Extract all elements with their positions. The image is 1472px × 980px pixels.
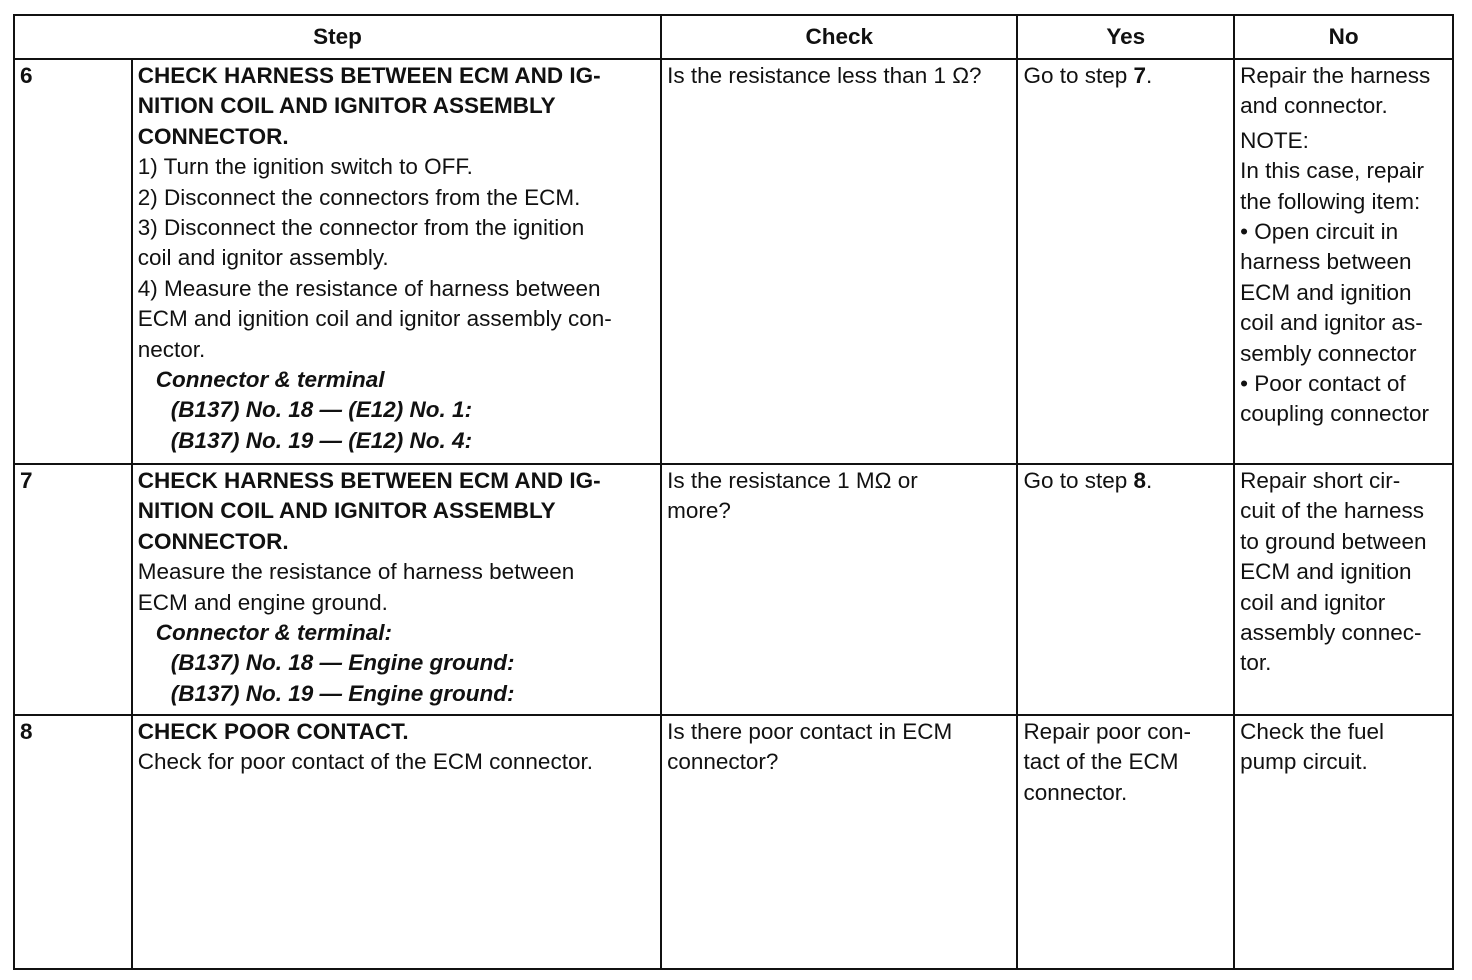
step-title-line: NITION COIL AND IGNITOR ASSEMBLY xyxy=(137,498,556,524)
connector-terminal-item: (B137) No. 18 — Engine ground: xyxy=(170,650,515,676)
yes-cell xyxy=(1017,464,1234,715)
no-action-line: Repair the harness xyxy=(1240,63,1431,88)
note-bullet-line: • Poor contact of xyxy=(1240,371,1406,397)
yes-cell xyxy=(1017,715,1234,969)
note-line: In this case, repair xyxy=(1240,158,1424,184)
no-cell xyxy=(1234,464,1453,715)
yes-cell xyxy=(1017,59,1234,464)
no-action-line: pump circuit. xyxy=(1240,749,1368,775)
check-question: Is the resistance less than 1 Ω? xyxy=(667,63,982,88)
step-description xyxy=(132,59,661,464)
connector-terminal-heading: Connector & terminal: xyxy=(155,620,393,646)
step-title-line: CONNECTOR. xyxy=(137,528,289,554)
step-title-line: CHECK HARNESS BETWEEN ECM AND IG- xyxy=(137,63,601,88)
header-no: No xyxy=(1234,15,1453,59)
yes-action-line: connector. xyxy=(1023,779,1128,805)
no-action-line: ECM and ignition xyxy=(1240,559,1412,585)
no-cell xyxy=(1234,715,1453,969)
step-instruction: Check for poor contact of the ECM connector. xyxy=(137,749,593,775)
header-check: Check xyxy=(661,15,1017,59)
connector-terminal-item: (B137) No. 18 — (E12) No. 1: xyxy=(170,397,473,423)
header-row xyxy=(14,15,1453,59)
connector-terminal-item: (B137) No. 19 — Engine ground: xyxy=(170,680,515,706)
step-instruction: 3) Disconnect the connector from the ignition xyxy=(137,215,585,241)
yes-action-line: Repair poor con- xyxy=(1023,719,1192,744)
note-bullet-line: harness between xyxy=(1240,249,1412,275)
table-row xyxy=(14,715,1453,969)
step-instruction: 4) Measure the resistance of harness between xyxy=(137,275,601,301)
step-number: 7 xyxy=(14,464,132,715)
goto-step-number: 8 xyxy=(1133,468,1147,493)
step-description xyxy=(132,464,661,715)
step-title-line: CONNECTOR. xyxy=(137,123,289,149)
step-instruction: 2) Disconnect the connectors from the ECM. xyxy=(137,184,581,210)
no-action-line: cuit of the harness xyxy=(1240,498,1425,524)
no-cell xyxy=(1234,59,1453,464)
table-row xyxy=(14,464,1453,715)
check-cell xyxy=(661,464,1017,715)
check-question-line: more? xyxy=(667,498,731,524)
note-bullet-line: ECM and ignition xyxy=(1240,279,1412,305)
step-instruction: ECM and engine ground. xyxy=(137,589,388,615)
step-title-line: CHECK POOR CONTACT. xyxy=(137,719,409,744)
step-number: 8 xyxy=(14,715,132,969)
goto-suffix: . xyxy=(1146,468,1153,493)
check-cell xyxy=(661,59,1017,464)
step-title-line: CHECK HARNESS BETWEEN ECM AND IG- xyxy=(137,468,601,493)
connector-terminal-heading: Connector & terminal xyxy=(155,367,385,393)
check-question-line: Is there poor contact in ECM xyxy=(667,719,953,744)
step-number: 6 xyxy=(14,59,132,464)
no-action-line: tor. xyxy=(1240,650,1272,676)
check-question-line: Is the resistance 1 MΩ or xyxy=(667,468,918,493)
yes-action xyxy=(1023,468,1152,493)
step-title-line: NITION COIL AND IGNITOR ASSEMBLY xyxy=(137,93,556,119)
no-action-line: Check the fuel xyxy=(1240,719,1384,744)
no-action-line: coil and ignitor xyxy=(1240,589,1386,615)
note-bullet-line: sembly connector xyxy=(1240,340,1417,366)
step-instruction: coil and ignitor assembly. xyxy=(137,245,389,271)
note-label: NOTE: xyxy=(1240,127,1309,153)
note-bullet-line: coil and ignitor as- xyxy=(1240,310,1423,336)
no-action-line: and connector. xyxy=(1240,93,1388,119)
goto-prefix: Go to step xyxy=(1023,468,1134,493)
step-instruction: 1) Turn the ignition switch to OFF. xyxy=(137,154,473,180)
step-description xyxy=(132,715,661,969)
goto-suffix: . xyxy=(1146,63,1153,88)
goto-step-number: 7 xyxy=(1133,63,1147,88)
note-bullet-line: coupling connector xyxy=(1240,401,1430,427)
connector-terminal-item: (B137) No. 19 — (E12) No. 4: xyxy=(170,427,473,453)
no-action-line: Repair short cir- xyxy=(1240,468,1401,493)
yes-action xyxy=(1023,63,1152,88)
step-instruction: Measure the resistance of harness between xyxy=(137,559,575,585)
header-yes: Yes xyxy=(1017,15,1234,59)
check-question-line: connector? xyxy=(667,749,779,775)
note-bullet-line: • Open circuit in xyxy=(1240,219,1399,245)
no-action-line: to ground between xyxy=(1240,528,1427,554)
diagnostic-table xyxy=(13,14,1454,970)
step-instruction: ECM and ignition coil and ignitor assembly con- xyxy=(137,306,612,332)
check-cell xyxy=(661,715,1017,969)
yes-action-line: tact of the ECM xyxy=(1023,749,1179,775)
note-line: the following item: xyxy=(1240,188,1421,214)
header-step: Step xyxy=(14,15,661,59)
step-instruction: nector. xyxy=(137,336,206,362)
no-action-line: assembly connec- xyxy=(1240,620,1422,646)
table-row xyxy=(14,59,1453,464)
goto-prefix: Go to step xyxy=(1023,63,1134,88)
